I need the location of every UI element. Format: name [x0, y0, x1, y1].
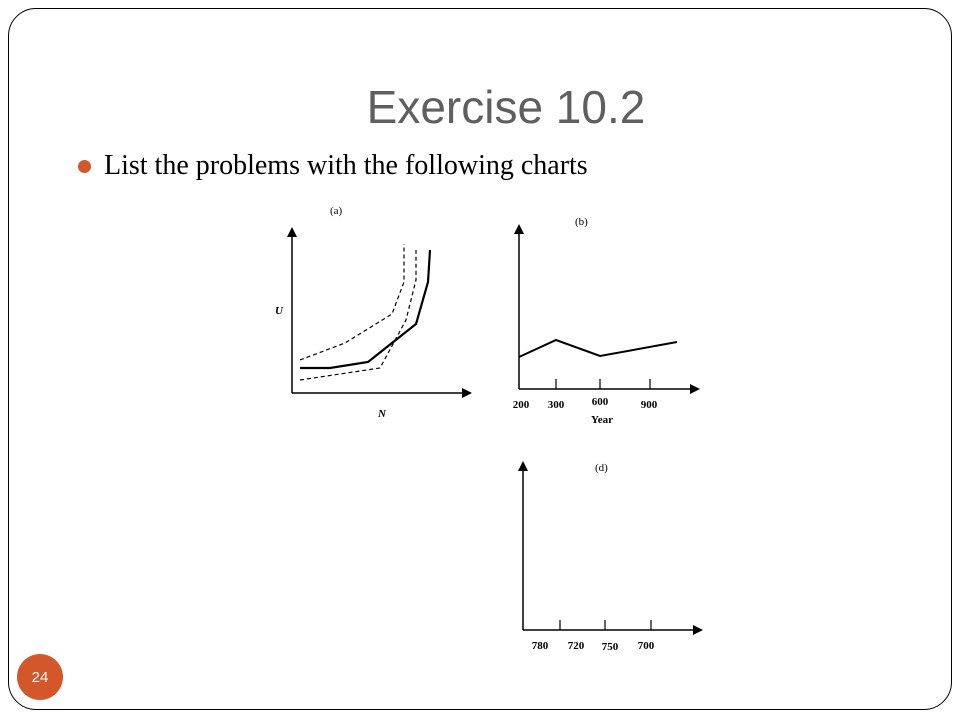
chart-d-tick-label: 700 [637, 640, 655, 652]
chart-a-xlabel: N [378, 408, 386, 420]
chart-d [523, 462, 701, 653]
chart-a-series-solid [300, 250, 430, 368]
chart-a-series-dashed-lower [300, 250, 416, 380]
chart-b [513, 216, 698, 426]
chart-b-tick-label: 600 [591, 396, 609, 408]
chart-d-title: (d) [595, 462, 608, 474]
chart-a [275, 205, 470, 420]
chart-b-tick-label: 300 [547, 399, 565, 411]
page-number-badge: 24 [17, 654, 63, 700]
slide-title: Exercise 10.2 [366, 81, 646, 133]
chart-b-xlabel: Year [591, 414, 613, 426]
chart-b-tick-label: 900 [640, 399, 658, 411]
chart-d-tick-label: 780 [531, 640, 549, 652]
chart-a-title: (a) [330, 205, 343, 217]
chart-a-series-dashed-upper [300, 244, 404, 360]
chart-a-ylabel: U [275, 305, 283, 317]
chart-b-title: (b) [575, 216, 588, 228]
chart-b-series-line [519, 340, 677, 357]
bullet-text: List the problems with the following charts [104, 150, 588, 181]
chart-d-tick-label: 720 [567, 640, 585, 652]
chart-b-tick-label: 200 [512, 399, 530, 411]
chart-d-tick-label: 750 [601, 641, 619, 653]
